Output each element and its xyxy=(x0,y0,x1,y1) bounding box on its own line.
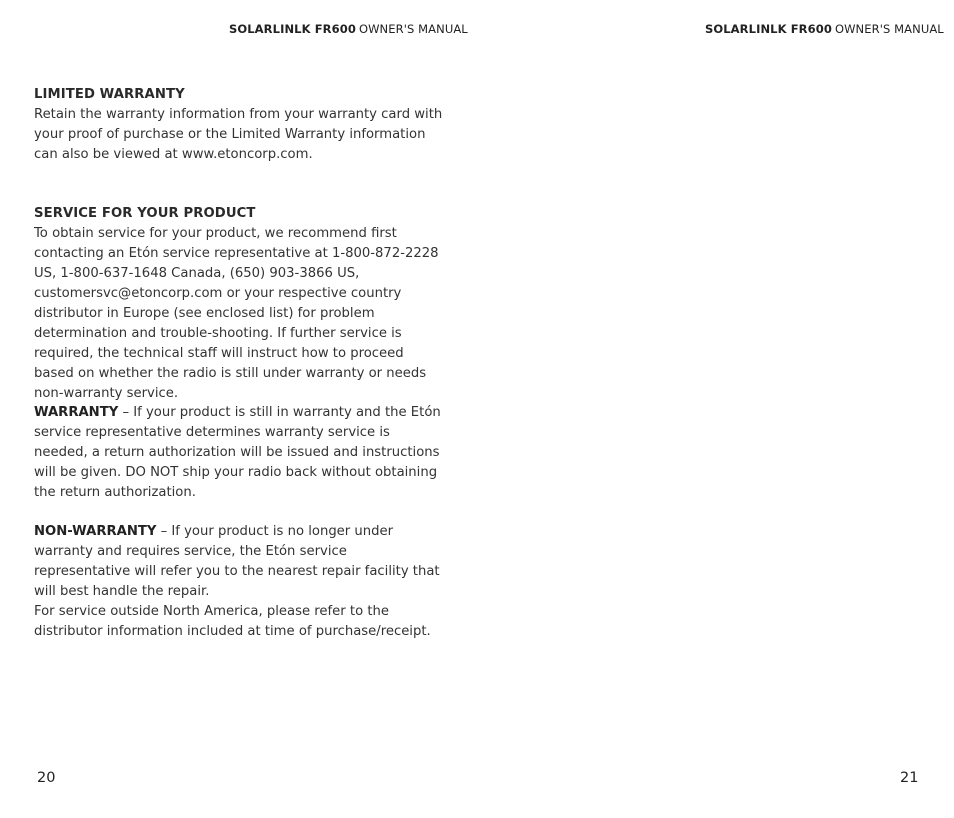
limited-warranty-body: Retain the warranty information from your warranty card with your proof of purchase or the Limited Warranty information can also be viewed at www.etoncorp.com. xyxy=(34,107,443,162)
running-header xyxy=(229,22,468,36)
non-warranty-section xyxy=(34,522,444,602)
header-doc-type: OWNER'S MANUAL xyxy=(358,22,468,36)
header-doc-type: OWNER'S MANUAL xyxy=(834,22,944,36)
header-brand: SOLARLINLK FR600 xyxy=(705,22,832,36)
outside-north-america-body: For service outside North America, please refer to the distributor information included at time of purchase/receipt. xyxy=(34,604,431,639)
limited-warranty-title: LIMITED WARRANTY xyxy=(34,87,185,102)
non-warranty-body: – If your product is no longer under warranty and requires service, the Etón service representative will refer you to the nearest repair facility that will best handle the repair. xyxy=(34,524,440,599)
limited-warranty-section xyxy=(34,85,444,165)
header-brand: SOLARLINLK FR600 xyxy=(229,22,356,36)
outside-north-america-section xyxy=(34,602,444,642)
running-header xyxy=(705,22,944,36)
warranty-title: WARRANTY xyxy=(34,405,119,420)
service-section xyxy=(34,204,444,404)
page-number: 21 xyxy=(900,770,919,786)
warranty-section xyxy=(34,403,444,503)
service-body: To obtain service for your product, we recommend first contacting an Etón service representative at 1-800-872-2228 US, 1-800-637-1648 Canada, (650) 903-3866 US, customersvc@etoncorp.com or your respective country distributor in Europe (see enclosed list) for problem determination and trouble-shooting. If further service is required, the technical staff will instruct how to proceed based on whether the radio is still under warranty or needs non-warranty service. xyxy=(34,226,439,401)
non-warranty-title: NON-WARRANTY xyxy=(34,524,157,539)
right-page xyxy=(477,0,954,818)
service-title: SERVICE FOR YOUR PRODUCT xyxy=(34,206,256,221)
non-warranty-paragraph xyxy=(34,522,444,602)
warranty-paragraph xyxy=(34,403,444,503)
page-number: 20 xyxy=(37,770,56,786)
warranty-body: – If your product is still in warranty and the Etón service representative determines warranty service is needed, a return authorization will be issued and instructions will be given. DO NOT ship your radio back without obtaining the return authorization. xyxy=(34,405,441,500)
